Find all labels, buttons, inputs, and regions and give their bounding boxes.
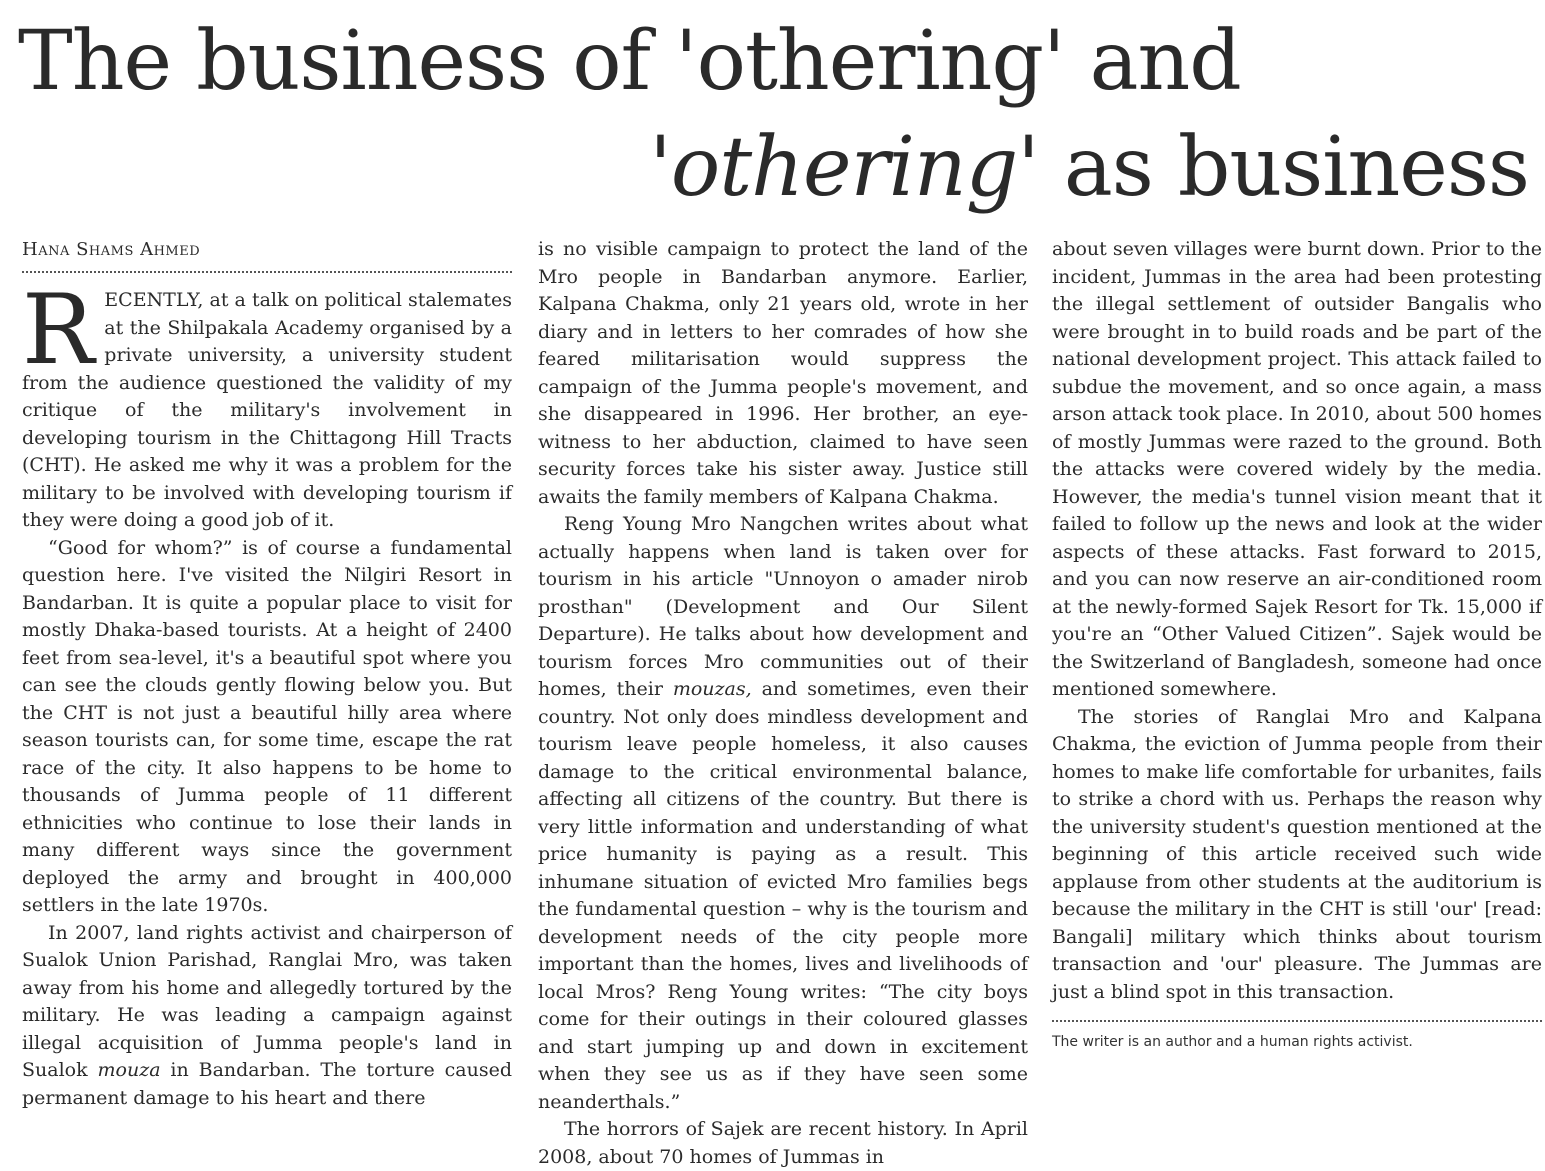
paragraph bbox=[22, 920, 512, 1113]
column-3 bbox=[1052, 236, 1542, 1052]
paragraph: The stories of Ranglai Mro and Kalpana Chakma, the eviction of Jumma people from their homes to make life comfortable for urbanites, fails to strike a chord with us. Perhaps the reason why the university student's question mentioned at the beginning of this article received such wide applause from other students at the auditorium is because the military in the CHT is still 'our' [read: Bangali] military which thinks about tourism transaction and 'our' pleasure. The Jummas are just a blind spot in this transaction. bbox=[1052, 705, 1542, 1003]
column-1 bbox=[22, 236, 512, 1112]
headline bbox=[18, 6, 1533, 218]
paragraph-text: In 2007, land rights activist and chairperson of Sualok Union Parishad, Ranglai Mro, was taken away from his home and allegedly tortured by the military. He was leading a campaign against illegal acquisition of Jumma people's land in Sualok bbox=[22, 921, 512, 1081]
paragraph bbox=[538, 511, 1028, 1116]
headline-quote-open: ' bbox=[649, 120, 671, 215]
paragraph: “Good for whom?” is of course a fundamental question here. I've visited the Nilgiri Resort in Bandarban. It is quite a popular place to visit for mostly Dhaka-based tourists. At a height of 2400 feet from sea-level, it's a beautiful spot where you can see the clouds gently flowing below you. But the CHT is not just a beautiful hilly area where season tourists can, for some time, escape the rat race of the city. It also happens to be home to thousands of Jumma people of 11 different ethnicities who continue to lose their lands in many different ways since the government deployed the army and brought in 400,000 settlers in the late 1970s. bbox=[22, 536, 512, 916]
paragraph: The horrors of Sajek are recent history. In April 2008, about 70 homes of Jummas in bbox=[538, 1118, 1028, 1168]
paragraph-text: at a talk on political stalemates at the Shilpakala Academy organised by a private university, a university student from the audience questioned the validity of my critique of the military's involvement in developing tourism in the Chittagong Hill Tracts (CHT). He asked me why it was a problem for the military to be involved with developing tourism if they were doing a good job of it. bbox=[22, 289, 512, 531]
italic-term: mouzas, bbox=[672, 678, 752, 700]
paragraph-text: and sometimes, even their country. Not only does mindless development and tourism leave people homeless, it also causes damage to the critical environmental balance, affecting all citizens of the country. But there is very little information and understanding of what price humanity is paying as a result. This inhumane situation of evicted Mro families begs the fundamental question – why is the tourism and development needs of the city people more important than the homes, lives and livelihoods of local Mros? Reng Young writes: “The city boys come for their outings in their coloured glasses and start jumping up and down in excitement when they see us as if they have seen some neanderthals.” bbox=[538, 678, 1028, 1113]
headline-line-2 bbox=[18, 118, 1533, 218]
paragraph-text: in Bandarban. The torture caused permanent damage to his heart and there bbox=[22, 1059, 512, 1109]
byline: Hana Shams Ahmed bbox=[22, 239, 201, 260]
footer-divider bbox=[1052, 1020, 1542, 1022]
author-note: The writer is an author and a human rights activist. bbox=[1052, 1034, 1413, 1050]
drop-cap: R bbox=[22, 274, 95, 386]
column-2 bbox=[538, 236, 1028, 1171]
paragraph bbox=[22, 274, 512, 535]
headline-line-2-rest: ' as business bbox=[1017, 120, 1529, 215]
paragraph: about seven villages were burnt down. Prior to the incident, Jummas in the area had been protesting the illegal settlement of outsider Bangalis who were brought in to build roads and be part of the national development project. This attack failed to subdue the movement, and so once again, a mass arson attack took place. In 2010, about 500 homes of mostly Jummas were razed to the ground. Both the attacks were covered widely by the media. However, the media's tunnel vision meant that it failed to follow up the news and look at the wider aspects of these attacks. Fast forward to 2015, and you can now reserve an air-conditioned room at the newly-formed Sajek Resort for Tk. 15,000 if you're an “Other Valued Citizen”. Sajek would be the Switzerland of Bangladesh, someone had once mentioned somewhere. bbox=[1052, 238, 1542, 700]
paragraph-text: Reng Young Mro Nangchen writes about what actually happens when land is taken over for tourism in his article "Unnoyon o amader nirob prosthan" (Development and Our Silent Departure). He talks about how development and tourism forces Mro communities out of their homes, their bbox=[538, 513, 1028, 700]
headline-italic-word: othering bbox=[670, 120, 1018, 215]
paragraph: is no visible campaign to protect the land of the Mro people in Bandarban anymore. Earlier, Kalpana Chakma, only 21 years old, wrote in her diary and in letters to her comrades of how she feared militarisation would suppress the campaign of the Jumma people's movement, and she disappeared in 1996. Her brother, an eye-witness to her abduction, claimed to have seen security forces take his sister away. Justice still awaits the family members of Kalpana Chakma. bbox=[538, 238, 1028, 508]
byline-divider bbox=[22, 271, 512, 273]
headline-line-1: The business of 'othering' and bbox=[18, 14, 1241, 109]
italic-term: mouza bbox=[97, 1059, 161, 1081]
lead-in: ECENTLY, bbox=[104, 289, 204, 311]
